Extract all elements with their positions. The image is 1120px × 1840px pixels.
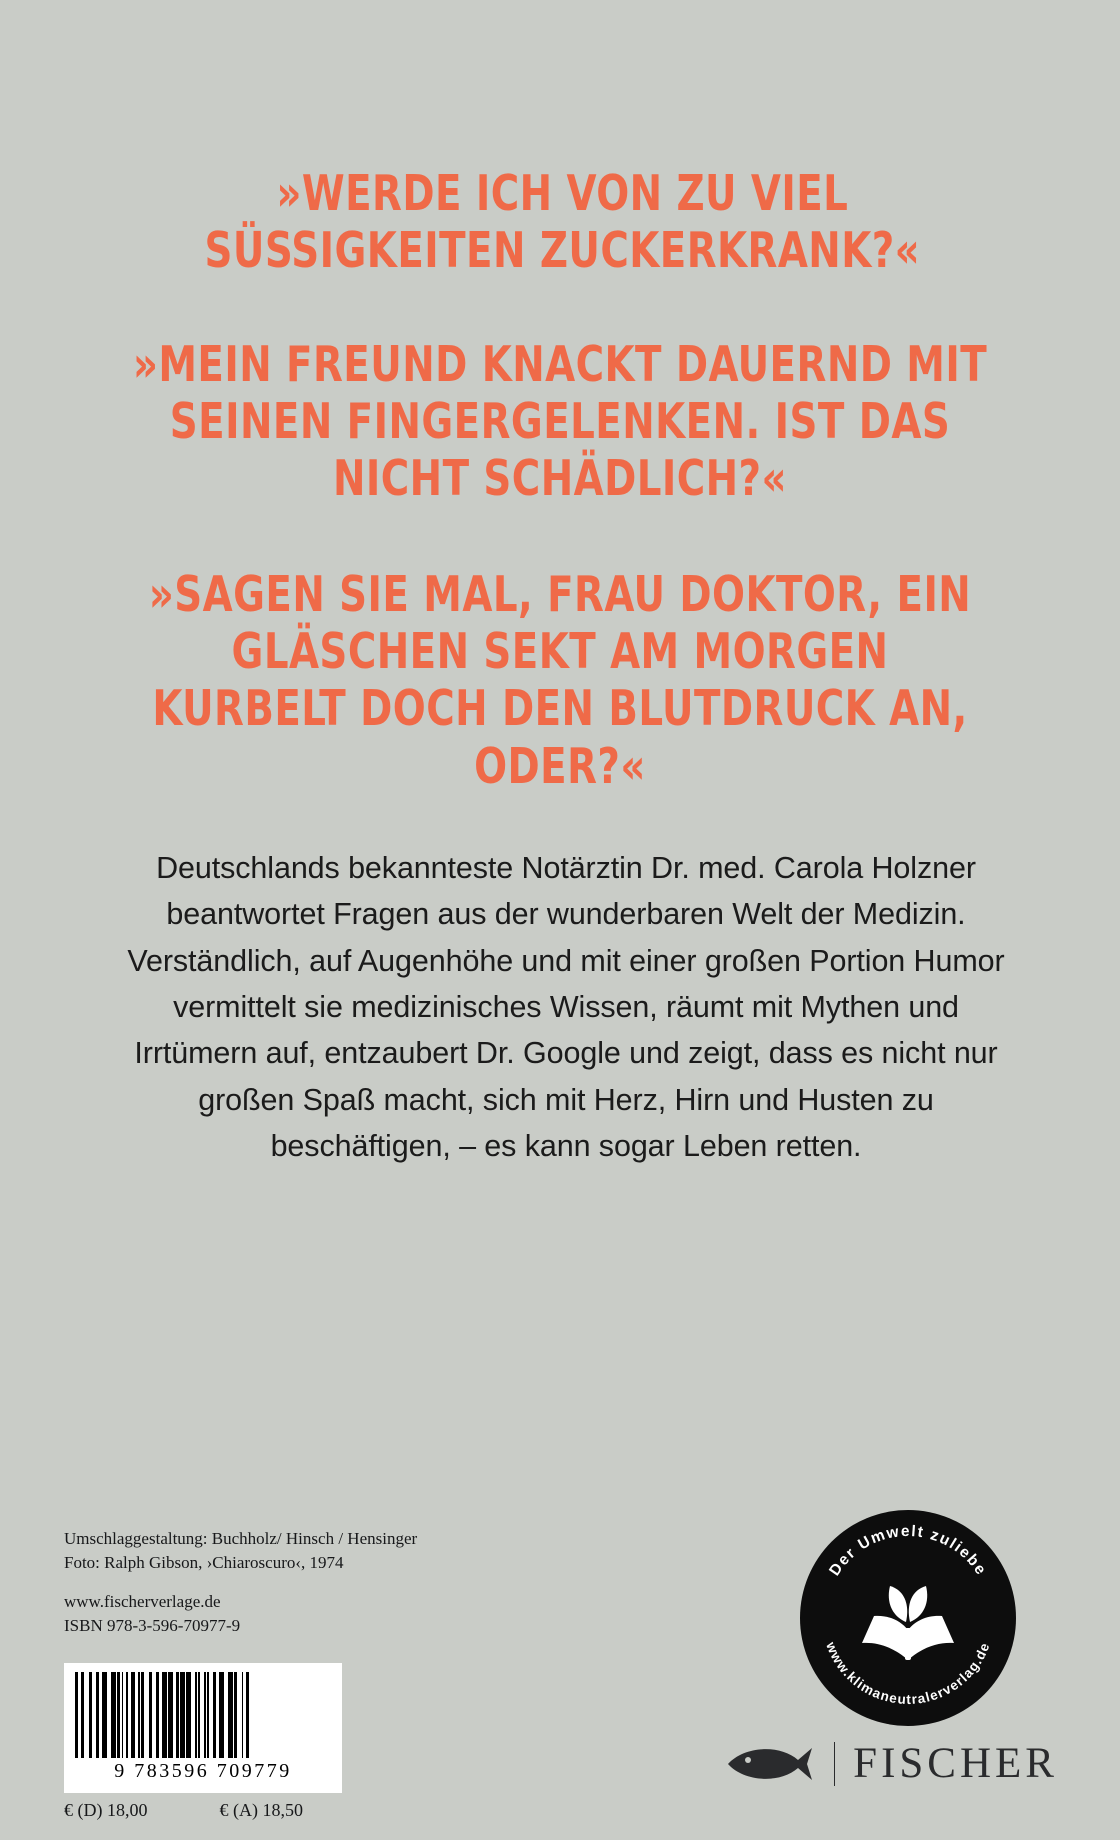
- barcode-bars: [75, 1672, 331, 1758]
- seal-bottom-text: www.klimaneutralerverlag.de: [823, 1639, 993, 1708]
- publisher-name: FISCHER: [853, 1740, 1058, 1787]
- publisher-website: www.fischerverlage.de: [64, 1592, 221, 1612]
- fish-icon: [724, 1740, 816, 1788]
- barcode-number: 9 783596 709779: [114, 1760, 292, 1782]
- photo-credit: Foto: Ralph Gibson, ›Chiaroscuro‹, 1974: [64, 1553, 344, 1573]
- quote-1: »WERDE ICH VON ZU VIEL SÜSSIGKEITEN ZUCKERKRANK?«: [204, 165, 921, 280]
- quotes-block: [70, 165, 1050, 795]
- climate-neutral-seal: [800, 1510, 1016, 1726]
- logo-divider: [834, 1742, 835, 1786]
- credits-block: [64, 1527, 417, 1639]
- isbn: ISBN 978-3-596-70977-9: [64, 1616, 241, 1636]
- quote-2: »MEIN FREUND KNACKT DAUERND MIT SEINEN FINGERGELENKEN. IST DAS NICHT SCHÄDLICH?«: [132, 335, 988, 508]
- price-block: [64, 1800, 303, 1821]
- blurb-text: Deutschlands bekannteste Notärztin Dr. med. Carola Holzner beantwortet Fragen aus der wunderbaren Welt der Medizin. Verständlich, auf Augenhöhe und mit einer großen Portion Humor vermittelt sie medizinisches Wissen, räumt mit Mythen und Irrtümern auf, entzaubert Dr. Google und zeigt, dass es nicht nur großen Spaß macht, sich mit Herz, Hirn und Husten zu beschäftigen, – es kann sogar Leben retten.: [127, 851, 1005, 1164]
- seal-top-text: Der Umwelt zuliebe: [826, 1522, 990, 1579]
- quote-3: »SAGEN SIE MAL, FRAU DOKTOR, EIN GLÄSCHEN SEKT AM MORGEN KURBELT DOCH DEN BLUTDRUCK AN, ODER?«: [148, 565, 972, 795]
- price-germany: € (D) 18,00: [64, 1800, 148, 1820]
- leaf-icon: [889, 1586, 927, 1622]
- svg-text:Der Umwelt zuliebe: [826, 1523, 990, 1579]
- cover-design-credit: Umschlaggestaltung: Buchholz/ Hinsch / Hensinger: [64, 1529, 418, 1548]
- publisher-logo: [724, 1739, 1058, 1788]
- barcode: [64, 1663, 342, 1793]
- price-austria: € (A) 18,50: [219, 1800, 303, 1820]
- credits-spacer: [64, 1575, 417, 1590]
- open-book-icon: [862, 1616, 954, 1660]
